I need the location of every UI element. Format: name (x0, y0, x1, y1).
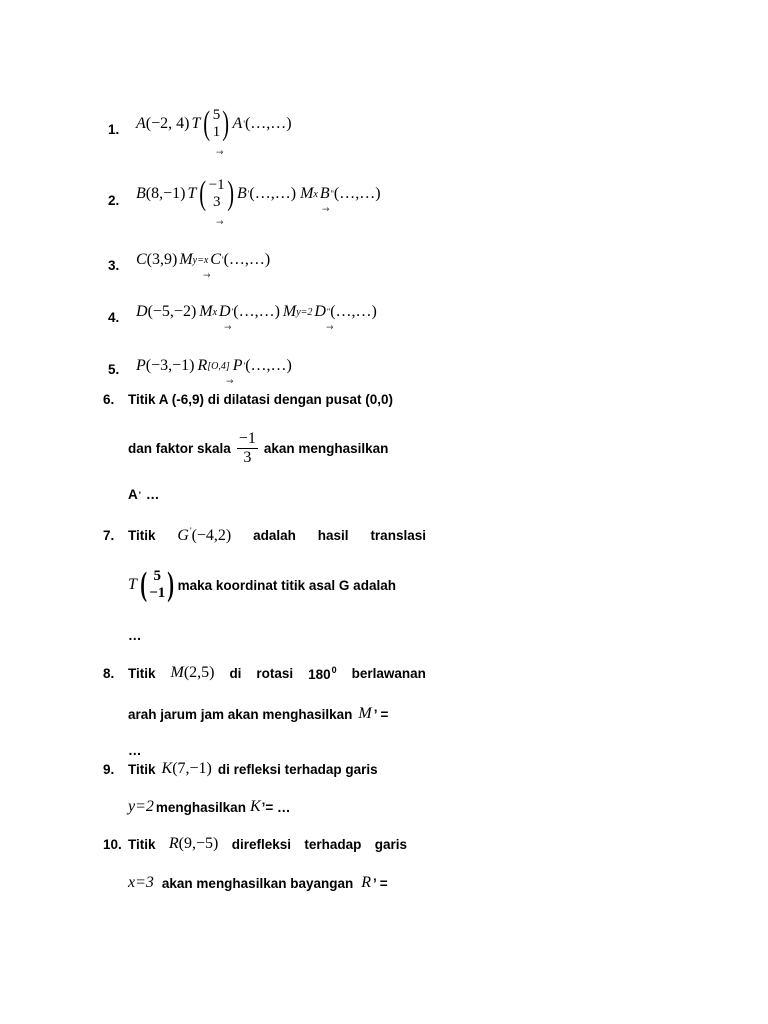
item-1-expression: A (−2, 4) T ( 5 1 ) A ' (…,…) (136, 105, 292, 142)
item-number: 1. (108, 122, 120, 137)
translation-vector: ( 5 −1 ) (140, 566, 175, 603)
scale-factor-fraction: $\frac{-1}{3}$ (238, 429, 256, 466)
item-6-line-3: A ' … (128, 487, 160, 502)
item-4-expression: D (−5,−2) M x D ' (…,…) M y=2 D '' (…,…) (136, 303, 377, 320)
item-7-line-1: Titik G'(−4,2) adalah hasil translasi (128, 526, 426, 544)
arrow-icon: → (216, 218, 224, 228)
arrow-icon: → (216, 148, 224, 158)
item-number: 6. (103, 392, 115, 407)
item-8-line-2: arah jarum jam akan menghasilkan M ’ = (128, 705, 389, 722)
item-number: 4. (108, 310, 120, 325)
item-7-line-3: … (128, 628, 142, 643)
translation-vector: ( 5 1 ) (203, 105, 230, 142)
item-6-line-1: Titik A (-6,9) di dilatasi dengan pusat (0,0) (128, 392, 394, 407)
item-number: 9. (103, 762, 115, 777)
item-10-line-1: Titik R(9,−5) direfleksi terhadap garis (128, 835, 407, 852)
item-10-line-2: x=3 akan menghasilkan bayangan R ’ = (128, 874, 388, 891)
item-number: 8. (103, 666, 115, 681)
item-3-expression: C (3,9) M y=x C ' (…,…) (136, 251, 271, 268)
item-7-line-2: T ( 5 −1 ) maka koordinat titik asal G adalah (128, 566, 396, 603)
item-6-line-2: dan faktor skala $\frac{-1}{3}$ akan menghasilkan (128, 429, 389, 466)
item-8-line-1: Titik M(2,5) di rotasi $180^0$ berlawanan (128, 664, 426, 682)
arrow-icon: → (326, 323, 334, 333)
arrow-icon: → (203, 271, 211, 281)
item-number: 3. (108, 258, 120, 273)
arrow-icon: → (226, 377, 234, 387)
item-number: 7. (103, 528, 115, 543)
item-2-expression: B (8,−1) T ( −1 3 ) B ' (…,…) M x B '' (…,…) (136, 175, 381, 212)
item-9-line-2: y=2 menghasilkan K ’= … (128, 798, 291, 815)
item-number: 2. (108, 193, 120, 208)
item-number: 5. (108, 362, 120, 377)
item-number: 10. (103, 837, 122, 852)
item-9-line-1: Titik K (7,−1) di refleksi terhadap garis (128, 760, 378, 777)
item-5-expression: P (−3,−1) R [O,4] P ' (…,…) (136, 357, 292, 374)
arrow-icon: → (322, 205, 330, 215)
translation-vector: ( −1 3 ) (199, 175, 234, 212)
item-8-line-3: … (128, 743, 142, 758)
arrow-icon: → (224, 323, 232, 333)
